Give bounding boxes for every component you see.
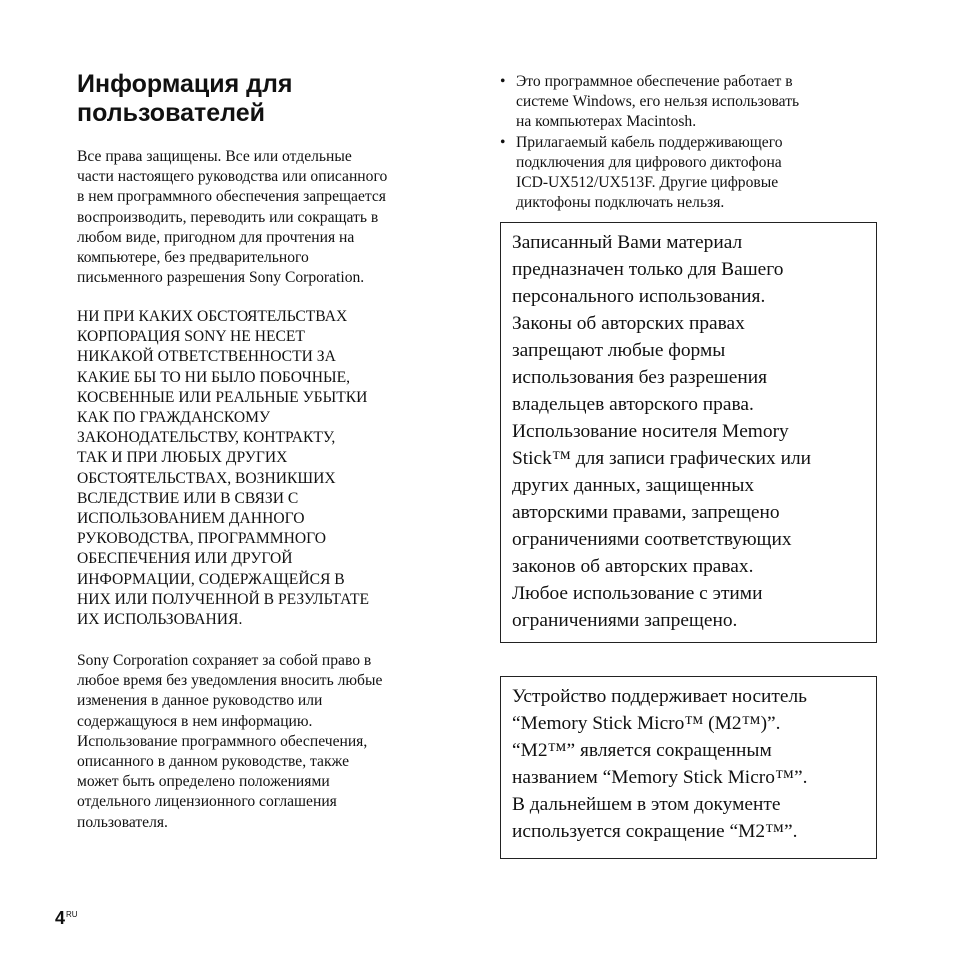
title-line: Информация для — [77, 70, 293, 98]
text-line: Использование программного обеспечения, — [77, 732, 368, 750]
text-line: Записанный Вами материал — [512, 232, 743, 253]
text-line: ОБЕСПЕЧЕНИЯ ИЛИ ДРУГОЙ — [77, 550, 293, 568]
text-line: ИСПОЛЬЗОВАНИЕМ ДАННОГО — [77, 510, 305, 528]
text-line: диктофоны подключать нельзя. — [516, 194, 725, 212]
text-line: КОСВЕННЫЕ ИЛИ РЕАЛЬНЫЕ УБЫТКИ — [77, 388, 368, 406]
text-line: НИКАКОЙ ОТВЕТСТВЕННОСТИ ЗА — [77, 348, 336, 366]
text-line: части настоящего руководства или описанного — [77, 168, 388, 186]
text-line: отдельного лицензионного соглашения — [77, 793, 337, 811]
text-line: Stick™ для записи графических или — [512, 448, 812, 469]
text-line: ограничениями соответствующих — [512, 529, 792, 550]
text-line: В дальнейшем в этом документе — [512, 794, 781, 815]
text-line: “M2™” является сокращенным — [512, 740, 772, 761]
text-line: “Memory Stick Micro™ (M2™)”. — [512, 713, 781, 734]
text-line: других данных, защищенных — [512, 475, 755, 496]
text-line: Устройство поддерживает носитель — [512, 686, 808, 707]
copyright-notice-box — [500, 222, 877, 643]
requirements-list — [500, 72, 799, 213]
text-line: используется сокращение “M2™”. — [512, 821, 798, 842]
text-line: названием “Memory Stick Micro™”. — [512, 767, 808, 788]
text-line: ЗАКОНОДАТЕЛЬСТВУ, КОНТРАКТУ, — [77, 429, 336, 447]
disclaimer-paragraph — [77, 307, 369, 630]
bullet-icon: • — [500, 73, 506, 90]
text-line: КОРПОРАЦИЯ SONY НЕ НЕСЕТ — [77, 328, 305, 346]
text-line: Использование носителя Memory — [512, 421, 789, 442]
rights-paragraph — [77, 651, 382, 833]
memory-stick-notice-box — [500, 676, 877, 859]
text-line: подключения для цифрового диктофона — [516, 153, 782, 171]
text-line: в нем программного обеспечения запрещается — [77, 188, 386, 206]
text-line: ИНФОРМАЦИИ, СОДЕРЖАЩЕЙСЯ В — [77, 570, 345, 588]
text-line: системе Windows, его нельзя использовать — [516, 93, 800, 111]
text-line: ИХ ИСПОЛЬЗОВАНИЯ. — [77, 611, 243, 629]
text-line: пользователя. — [77, 813, 168, 831]
text-line: НИХ ИЛИ ПОЛУЧЕННОЙ В РЕЗУЛЬТАТЕ — [77, 590, 370, 608]
text-line: письменного разрешения Sony Corporation. — [77, 269, 365, 287]
text-line: изменения в данное руководство или — [77, 692, 323, 710]
text-line: Прилагаемый кабель поддерживающего — [516, 133, 783, 151]
text-line: ВСЛЕДСТВИЕ ИЛИ В СВЯЗИ С — [77, 489, 299, 507]
list-item — [500, 133, 799, 214]
page-number — [55, 908, 78, 929]
page-language-code: RU — [66, 910, 78, 919]
text-line: Законы об авторских правах — [512, 313, 745, 334]
text-line: на компьютерах Macintosh. — [516, 113, 697, 131]
text-line: любом виде, пригодном для прочтения на — [77, 228, 355, 246]
text-line: может быть определено положениями — [77, 773, 330, 791]
text-line: РУКОВОДСТВА, ПРОГРАММНОГО — [77, 530, 327, 548]
text-line: ограничениями запрещено. — [512, 610, 738, 631]
text-line: Sony Corporation сохраняет за собой право в — [77, 652, 372, 669]
text-line: воспроизводить, переводить или сокращать в — [77, 208, 379, 226]
page-number-value: 4 — [55, 908, 66, 928]
bullet-icon: • — [500, 133, 506, 151]
text-line: авторскими правами, запрещено — [512, 502, 780, 523]
text-line: компьютере, без предварительного — [77, 249, 309, 267]
text-line: КАК ПО ГРАЖДАНСКОМУ — [77, 409, 271, 427]
text-line: запрещают любые формы — [512, 340, 726, 361]
text-line: Все права защищены. Все или отдельные — [77, 148, 352, 165]
copyright-paragraph — [77, 147, 387, 288]
text-line: владельцев авторского права. — [512, 394, 754, 415]
list-item — [500, 72, 799, 133]
text-line: персонального использования. — [512, 286, 766, 307]
text-line: Это программное обеспечение работает в — [516, 73, 793, 90]
title-line: пользователей — [77, 99, 265, 127]
text-line: описанного в данном руководстве, также — [77, 753, 350, 771]
text-line: любое время без уведомления вносить любые — [77, 672, 383, 690]
text-line: ОБСТОЯТЕЛЬСТВАХ, ВОЗНИКШИХ — [77, 469, 336, 487]
text-line: использования без разрешения — [512, 367, 768, 388]
text-line: Любое использование с этими — [512, 583, 763, 604]
text-line: КАКИЕ БЫ ТО НИ БЫЛО ПОБОЧНЫЕ, — [77, 368, 351, 386]
text-line: ТАК И ПРИ ЛЮБЫХ ДРУГИХ — [77, 449, 288, 467]
page-title — [77, 70, 293, 128]
text-line: предназначен только для Вашего — [512, 259, 784, 280]
text-line: законов об авторских правах. — [512, 556, 754, 577]
text-line: НИ ПРИ КАКИХ ОБСТОЯТЕЛЬСТВАХ — [77, 308, 348, 325]
text-line: содержащуюся в нем информацию. — [77, 712, 313, 730]
text-line: ICD-UX512/UX513F. Другие цифровые — [516, 174, 779, 192]
